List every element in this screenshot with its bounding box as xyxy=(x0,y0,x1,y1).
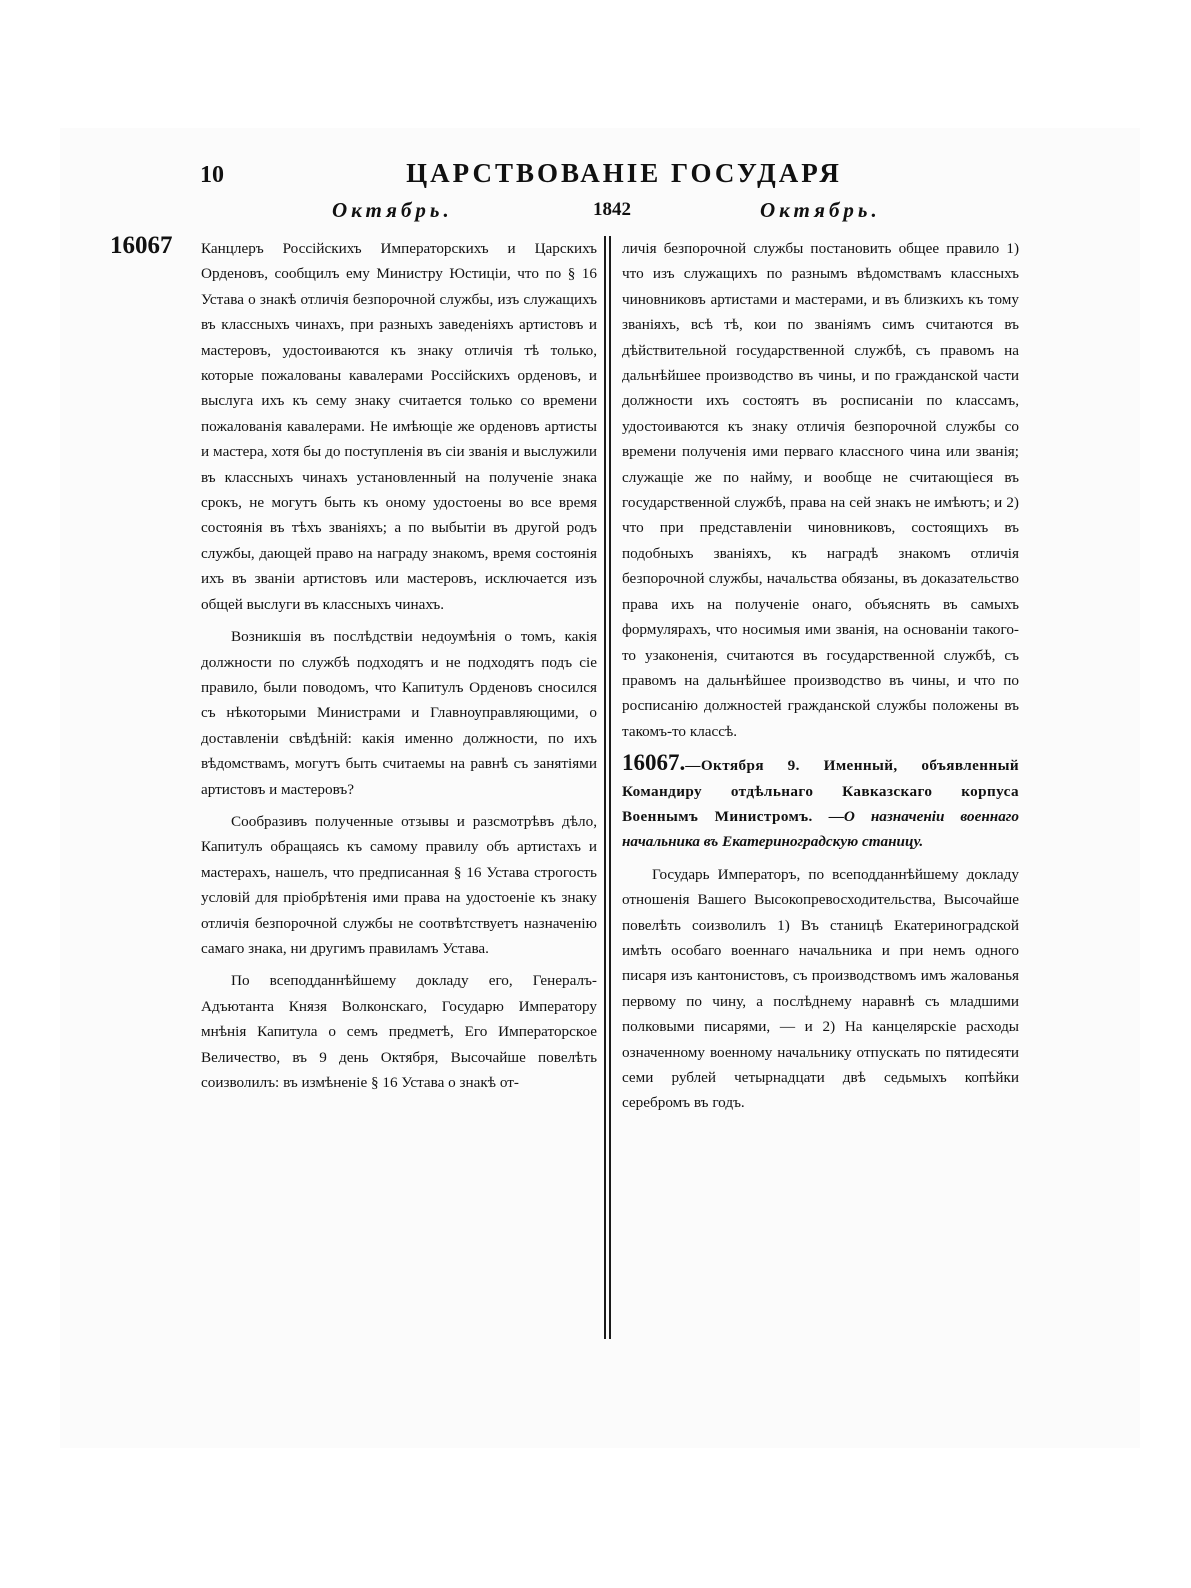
year: 1842 xyxy=(593,199,631,220)
entry-paragraph: Государь Императоръ, по всеподданнѣйшему докладу отношенія Вашего Высокопревосходительства, Высочайше повелѣть соизволилъ 1) Въ станицѣ Екатериноградской имѣть особаго военнаго начальника и при немъ одного писаря изъ кантонистовъ, съ производствомъ имъ жалованья первому по чину, а послѣднему наравнѣ съ младшими полковыми писарями, — и 2) На канцелярскіе расходы означенному военному начальнику отпускать по пятидесяти семи рублей четырнадцати двѣ седьмыхъ копѣйки серебромъ въ годъ. xyxy=(622,865,1019,1112)
entry-header: —Октября 9. Именный, объявленный Командиру отдѣльнаго Кавказскаго корпуса Военнымъ Министромъ. xyxy=(622,757,1019,825)
margin-entry-number: 16067 xyxy=(110,232,173,259)
entry-number: 16067. xyxy=(622,750,686,776)
running-head xyxy=(200,158,1030,198)
column-divider xyxy=(604,236,611,1339)
left-paragraph-1: Канцлеръ Россійскихъ Императорскихъ и Царскихъ Орденовъ, сообщилъ ему Министру Юстиціи, что по § 16 Устава о знакѣ отличія безпорочной службы, изъ служащихъ въ классныхъ чинахъ, при разныхъ заведеніяхъ артистовъ и мастеровъ, удостоиваются къ знаку отличія тѣ только, которые пожалованы кавалерами Россійскихъ орденовъ, и выслуга ихъ къ сему знаку считается только со времени пожалованія кавалерами. Не имѣющіе же орденовъ артисты и мастера, хотя бы до поступленія въ сіи званія и выслужили въ классныхъ чинахъ установленный на полученіе знака срокъ, не могутъ быть къ оному удостоены во все время состоянія въ тѣхъ званіяхъ; а по выбытіи въ другой родъ службы, дающей право на награду знакомъ, время состоянія ихъ въ званіи артистовъ или мастеровъ, исключается изъ общей выслуги въ классныхъ чинахъ. xyxy=(201,240,597,613)
left-paragraph-3: Сообразивъ полученные отзывы и разсмотрѣвъ дѣло, Капитулъ обращаясь къ самому правилу объ артистахъ и мастерахъ, нашелъ, что предписанная § 16 Устава строгость условій для пріобрѣтенія ими права на удостоеніе къ знаку отличія безпорочной службы не соотвѣтствуетъ назначенію самаго знака, ни другимъ правиламъ Устава. xyxy=(201,812,597,957)
left-paragraph-4: По всеподданнѣйшему докладу его, Генералъ-Адъютанта Князя Волконскаго, Государю Императору мнѣнія Капитула о семъ предметѣ, Его Императорское Величество, въ 9 день Октября, Высочайше повелѣть соизволилъ: въ измѣненіе § 16 Устава о знакѣ от- xyxy=(201,972,597,1091)
entry-heading xyxy=(622,750,1019,855)
reign-title: ЦАРСТВОВАНІЕ ГОСУДАРЯ xyxy=(406,158,842,188)
entry-subject: —О назначеніи военнаго начальника въ Екатериноградскую станицу. xyxy=(622,807,1019,851)
month-right: Октябрь. xyxy=(760,198,881,222)
month-left: Октябрь. xyxy=(332,198,453,222)
month-row xyxy=(200,196,1030,230)
left-paragraph-2: Возникшія въ послѣдствіи недоумѣнія о томъ, какія должности по службѣ подходятъ и не подходятъ подъ сіе правило, были поводомъ, что Капитулъ Орденовъ сносился съ нѣкоторыми Министрами и Главноуправляющими, о доставленіи свѣдѣній: какія именно должности, по ихъ вѣдомствамъ, могутъ быть считаемы на равнѣ съ занятіями артистовъ и мастеровъ? xyxy=(201,628,597,798)
right-column xyxy=(622,236,1019,1116)
right-continuation: личія безпорочной службы постановить общее правило 1) что изъ служащихъ по разнымъ вѣдомствамъ классныхъ чиновниковъ артистами и мастерами, и въ близкихъ къ тому званіяхъ, всѣ тѣ, кои по званіямъ симъ считаются въ дѣйствительной государственной службѣ, съ правомъ на дальнѣйшее производство въ чины, и по гражданской части должности ихъ состоятъ въ росписаніи по классамъ, удостоиваются къ знаку отличія безпорочной службы со времени полученія ими перваго классного чина или званія; служащіе же по найму, и вообще не считающіеся въ государственной службѣ, права на сей знакъ не имѣютъ; и 2) что при представленіи чиновниковъ, состоящихъ въ подобныхъ званіяхъ, къ наградѣ знакомъ отличія безпорочной службы, начальства обязаны, въ доказательство права ихъ на полученіе онаго, объяснять въ самыхъ формулярахъ, что носимыя ими званія, на основаніи такого-то узаконенія, считаются въ государственной службѣ, съ правомъ на дальнѣйшее производство въ чины, и что по росписанію должностей гражданской службы положены въ такомъ-то классѣ. xyxy=(622,240,1019,740)
page-number: 10 xyxy=(200,162,224,188)
left-column xyxy=(201,236,597,1095)
